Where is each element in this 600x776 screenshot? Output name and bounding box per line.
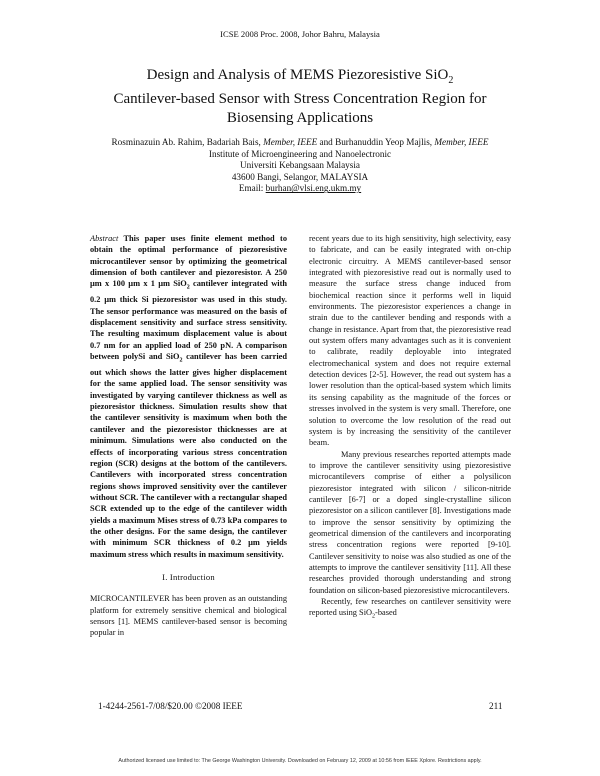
- left-column: [90, 233, 287, 639]
- author-institute: Institute of Microengineering and Nanoelectronic: [208, 148, 392, 159]
- title-line2: Cantilever-based Sensor with Stress Concentration Region for: [113, 91, 487, 107]
- author-email-line: Email: burhan@vlsi.eng.ukm.my: [238, 183, 362, 194]
- section-heading-introduction: I. Introduction: [162, 571, 215, 582]
- intro-paragraph-2: Many previous researches reported attempts made to improve the cantilever sensitivity using piezoresistive microcantilevers comprise of either a polysilicon piezoresistor integrated with silicon / silicon-nitride cantilever [6-7] or a doped single-crystalline silicon piezoresistor on a silicon cantilever [8]. Investigations made to improve the sensor sensitivity by optimizing the geometrical dimension of the cantilevers and incorporating stress concentration regions were reported [9-10]. Cantilever sensitivity to noise was also studied as one of the attempts to improve the cantilever sensitivity [11]. All these researches provided thorough understanding and strong foundation on silicon-based piezoresistive microcantilevers.: [309, 449, 511, 595]
- footer-isbn: 1-4244-2561-7/08/$20.00 ©2008 IEEE: [98, 701, 243, 711]
- conference-header: ICSE 2008 Proc. 2008, Johor Bahru, Malaysia: [220, 29, 380, 39]
- author-block: [110, 137, 490, 195]
- author-address: 43600 Bangi, Selangor, MALAYSIA: [231, 171, 369, 182]
- right-column: [309, 233, 511, 623]
- email-link[interactable]: burhan@vlsi.eng.ukm.my: [265, 183, 362, 194]
- intro-paragraph-1: MICROCANTILEVER has been proven as an outstanding platform for extremely sensitive chemical and biological sensors [1]. MEMS cantilever-based sensor is becoming popular in: [90, 594, 287, 638]
- intro-paragraph-1-cont: recent years due to its high sensitivity, high selectivity, easy to fabricate, and can be easily integrated with on-chip electronic circuitry. A MEMS cantilever-based sensor integrated with piezoresistive read out is normally used to measure the surface stress change induced from biochemical reaction since it performs well in liquid environments. The piezoresistor experiences a change in strain due to the cantilever bending and responds with a change in resistance. Apart from that, the piezoresistive read out system offers many advantages such as it is convenient to calibrate, readily deployable into integrated electromechanical system and does not require external detection devices [2-5]. However, the read out system has a lower resolution than the optical-based system which limits its sensing capability as the magnitude of the forces or stresses involved in the system is very small. Therefore, one solution to overcome the low resolution of the read out system is by increasing the sensitivity of the cantilever beam.: [309, 234, 511, 448]
- abstract: Abstract This paper uses finite element method to obtain the optimal performance of piezoresistive microcantilever sensor by optimizing the geometrical dimension of both cantilever and piezoresistor. A 250 µm x 100 µm x 1 µm SiO$_2$ cantilever integrated with 0.2 µm thick Si piezoresistor was used in this study. The sensor performance was measured on the basis of displacement sensitivity and surface stress sensitivity. The resulting maximum displacement value is about 0.7 nm for an applied load of 250 pN. A comparison between polySi and SiO$_2$ cantilever has been carried out which shows the latter gives higher displacement for the same applied load. The sensor sensitivity was investigated by varying cantilever thickness as well as piezoresistor thickness. Simulation results show that the cantilever sensitivity is maximum when both the cantilever and the piezoresistor thicknesses are at minimum. Simulations were also conducted on the effects of incorporating various stress concentration region (SCR) designs at the bottom of the cantilevers. Cantilevers with incorporated stress concentration regions shows improved sensitivity over the cantilever without SCR. The cantilever with a rectangular shaped SCR extended up to the edge of the cantilever width yields a maximum Mises stress of 0.73 kPa compares to the other designs. For the same design, the cantilever with minimum SCR thickness of 0.2 µm yields maximum stress which results in maximum sensitivity.: [90, 234, 287, 559]
- author-university: Universiti Kebangsaan Malaysia: [240, 160, 360, 171]
- abstract-label: Abstract: [90, 234, 119, 243]
- license-notice: Authorized licensed use limited to: The George Washington University. Downloaded on February 12, 2009 at 10:56 from IEEE Xplore. Restrictions apply.: [118, 758, 482, 764]
- intro-paragraph-3: Recently, few researches on cantilever sensitivity were reported using SiO$_2$-based: [309, 597, 511, 620]
- paper-title: [60, 66, 540, 128]
- title-line1: Design and Analysis of MEMS Piezoresistive SiO$_2$: [146, 67, 454, 86]
- author-names: Rosminazuin Ab. Rahim, Badariah Bais, Member, IEEE and Burhanuddin Yeop Majlis, Member, IEEE: [111, 137, 489, 147]
- title-line3: Biosensing Applications: [226, 110, 374, 126]
- page-number: 211: [489, 701, 503, 711]
